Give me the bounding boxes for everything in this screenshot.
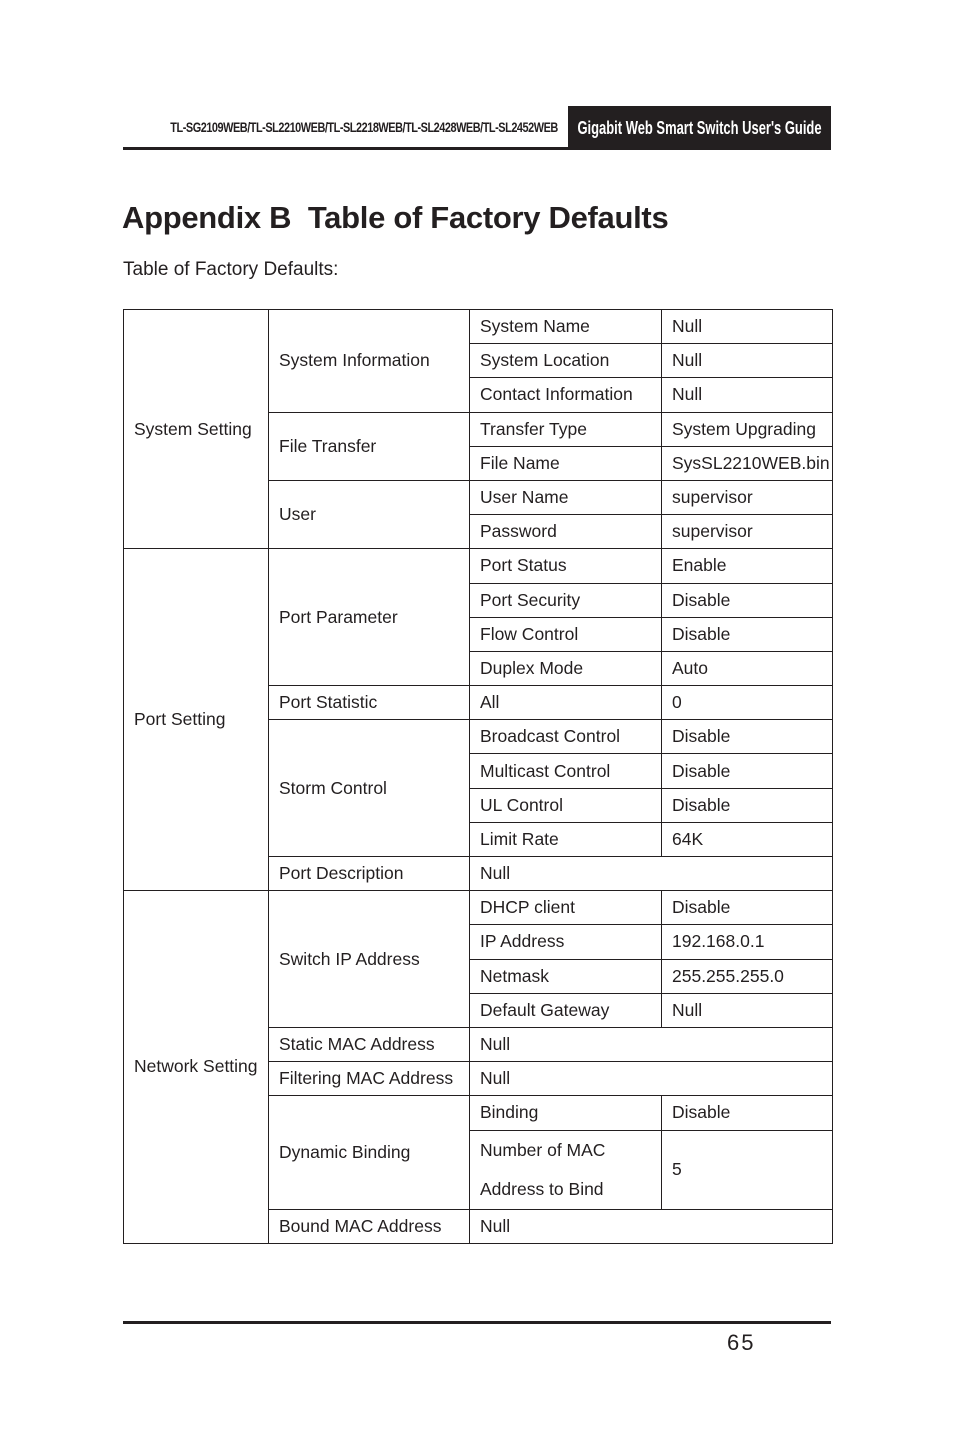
table-caption: Table of Factory Defaults:	[123, 259, 339, 280]
param-value: Null	[470, 1209, 833, 1243]
table-row	[124, 891, 833, 925]
param-label: Flow Control	[470, 617, 662, 651]
param-value: Disable	[662, 788, 833, 822]
section-system-information: System Information	[269, 310, 470, 413]
param-value: 64K	[662, 822, 833, 856]
section-switch-ip-address: Switch IP Address	[269, 891, 470, 1028]
group-network-setting: Network Setting	[124, 891, 269, 1244]
param-label: Broadcast Control	[470, 720, 662, 754]
param-value: SysSL2210WEB.bin	[662, 446, 833, 480]
section-port-parameter: Port Parameter	[269, 549, 470, 686]
param-label: Limit Rate	[470, 822, 662, 856]
param-value: Null	[662, 344, 833, 378]
param-value: Disable	[662, 583, 833, 617]
param-label: File Name	[470, 446, 662, 480]
param-value: System Upgrading	[662, 412, 833, 446]
param-label: Port Status	[470, 549, 662, 583]
param-label: Netmask	[470, 959, 662, 993]
param-value: Null	[662, 378, 833, 412]
section-static-mac-address: Static MAC Address	[269, 1027, 470, 1061]
param-label: All	[470, 686, 662, 720]
param-label: Contact Information	[470, 378, 662, 412]
param-value: Disable	[662, 754, 833, 788]
param-label: Duplex Mode	[470, 651, 662, 685]
param-label: Transfer Type	[470, 412, 662, 446]
header-rule	[123, 147, 831, 150]
param-value: Disable	[662, 891, 833, 925]
param-value: Null	[662, 310, 833, 344]
param-label: IP Address	[470, 925, 662, 959]
param-value: Disable	[662, 1096, 833, 1130]
group-port-setting: Port Setting	[124, 549, 269, 891]
page-number: 65	[727, 1330, 756, 1355]
param-label: User Name	[470, 480, 662, 514]
param-label: UL Control	[470, 788, 662, 822]
param-label: Multicast Control	[470, 754, 662, 788]
section-file-transfer: File Transfer	[269, 412, 470, 480]
param-label: System Name	[470, 310, 662, 344]
param-value: Auto	[662, 651, 833, 685]
factory-defaults-table	[123, 309, 833, 1244]
param-label: DHCP client	[470, 891, 662, 925]
group-system-setting: System Setting	[124, 310, 269, 549]
param-value: Disable	[662, 617, 833, 651]
footer-rule	[123, 1321, 831, 1324]
param-value: 255.255.255.0	[662, 959, 833, 993]
param-value: Null	[470, 1027, 833, 1061]
param-value: 5	[662, 1130, 833, 1209]
header-model-list: TL-SG2109WEB/TL-SL2210WEB/TL-SL2218WEB/TL-SL2428WEB/TL-SL2452WEB	[170, 118, 558, 135]
section-port-statistic: Port Statistic	[269, 686, 470, 720]
param-label: Binding	[470, 1096, 662, 1130]
table-row	[124, 549, 833, 583]
param-label	[470, 1130, 662, 1209]
param-value: Disable	[662, 720, 833, 754]
section-storm-control: Storm Control	[269, 720, 470, 857]
param-value: supervisor	[662, 480, 833, 514]
section-filtering-mac-address: Filtering MAC Address	[269, 1062, 470, 1096]
header-guide-title: Gigabit Web Smart Switch User's Guide	[568, 106, 831, 150]
param-value: 192.168.0.1	[662, 925, 833, 959]
param-label: Default Gateway	[470, 993, 662, 1027]
section-port-description: Port Description	[269, 857, 470, 891]
param-label: System Location	[470, 344, 662, 378]
param-value: Null	[470, 857, 833, 891]
param-label: Password	[470, 515, 662, 549]
param-label: Port Security	[470, 583, 662, 617]
param-value: Null	[470, 1062, 833, 1096]
param-value: 0	[662, 686, 833, 720]
param-label-line: Number of MAC	[480, 1139, 606, 1160]
section-user: User	[269, 480, 470, 548]
section-dynamic-binding: Dynamic Binding	[269, 1096, 470, 1209]
section-bound-mac-address: Bound MAC Address	[269, 1209, 470, 1243]
page-title: Appendix B Table of Factory Defaults	[122, 200, 669, 235]
table-row	[124, 310, 833, 344]
param-value: Enable	[662, 549, 833, 583]
param-value: supervisor	[662, 515, 833, 549]
param-value: Null	[662, 993, 833, 1027]
page-header	[123, 106, 831, 150]
param-label-line: Address to Bind	[480, 1178, 604, 1199]
